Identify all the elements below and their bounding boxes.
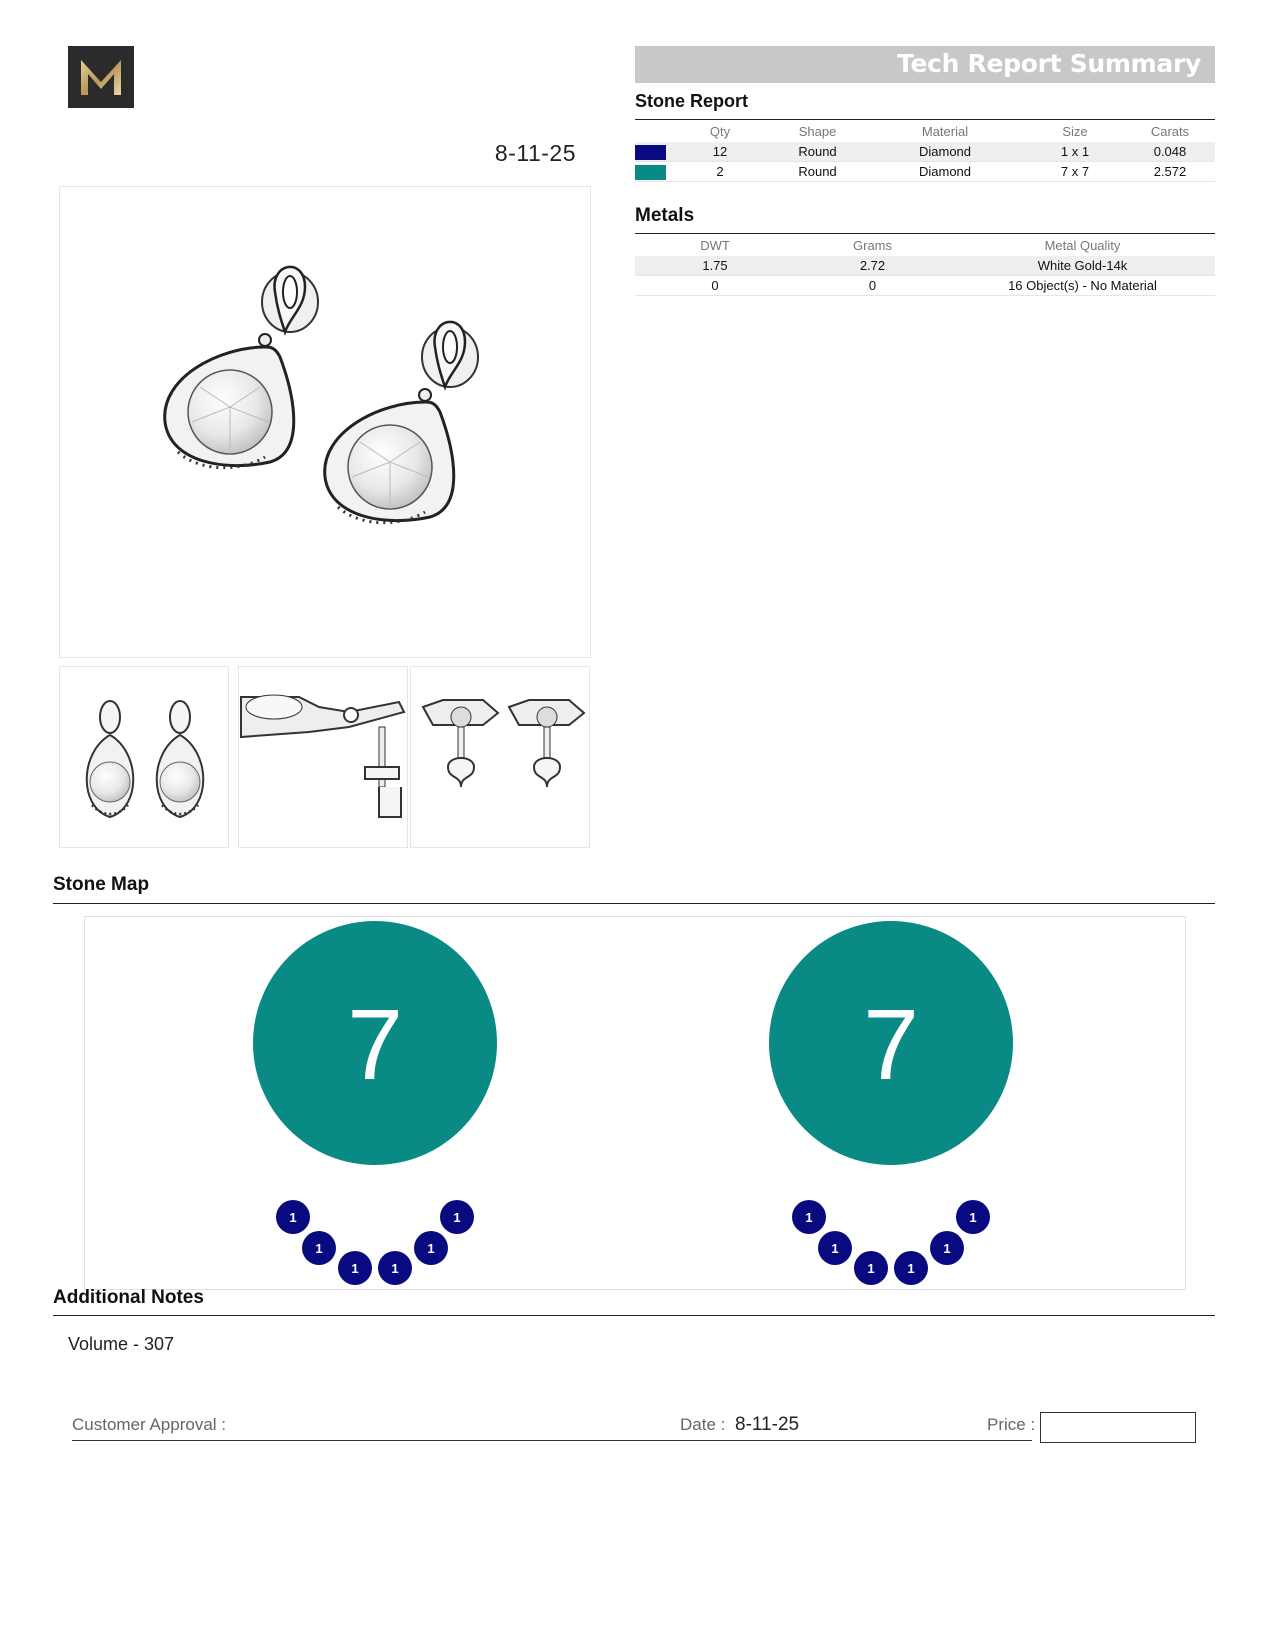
- accent-stone-size-label: 1: [969, 1210, 977, 1225]
- accent-stone-size-label: 1: [831, 1241, 839, 1256]
- center-stone-size-label: 7: [347, 989, 403, 1101]
- column-header-metal-quality: Metal Quality: [1044, 238, 1121, 253]
- grams-cell: 2.72: [795, 256, 950, 276]
- column-header-size: Size: [1062, 124, 1088, 139]
- price-field[interactable]: [1040, 1412, 1196, 1443]
- earrings-render-image: [60, 187, 590, 657]
- column-header-dwt: DWT: [700, 238, 730, 253]
- material-cell: Diamond: [865, 142, 1025, 162]
- accent-stone-size-label: 1: [315, 1241, 323, 1256]
- customer-approval-label: Customer Approval :: [72, 1415, 227, 1434]
- column-header-carats: Carats: [1150, 124, 1190, 139]
- metals-rule: [635, 233, 1215, 234]
- notes-heading: Additional Notes: [53, 1287, 204, 1308]
- notes-rule: [53, 1315, 1215, 1316]
- color-swatch: [635, 165, 666, 180]
- thumbnail-back-views[interactable]: [410, 666, 590, 848]
- back-view-image: [411, 667, 589, 847]
- front-view-image: [60, 667, 228, 847]
- stone-map-diagram: [85, 917, 1185, 1289]
- stone-map-rule: [53, 903, 1215, 904]
- dwt-cell: 0: [635, 276, 795, 296]
- grams-cell: 0: [795, 276, 950, 296]
- approval-date-value: 8-11-25: [735, 1414, 800, 1435]
- swatch-column-header: [635, 121, 670, 142]
- stone-report-table: [635, 121, 1215, 182]
- main-render-panel: [59, 186, 591, 658]
- date-label: Date :: [680, 1415, 726, 1434]
- column-header-qty: Qty: [709, 124, 731, 139]
- accent-stone-size-label: 1: [943, 1241, 951, 1256]
- thumbnail-front-view[interactable]: [59, 666, 229, 848]
- column-header-grams: Grams: [853, 238, 892, 253]
- metals-table: [635, 235, 1215, 296]
- accent-stone-size-label: 1: [453, 1210, 461, 1225]
- shape-cell: Round: [770, 142, 865, 162]
- notes-text: Volume - 307: [68, 1334, 175, 1354]
- accent-stone-size-label: 1: [289, 1210, 297, 1225]
- qty-cell: 12: [670, 142, 770, 162]
- approval-signature-line[interactable]: [72, 1440, 1032, 1441]
- price-label: Price :: [987, 1415, 1036, 1434]
- qty-cell: 2: [670, 162, 770, 182]
- side-view-image: [239, 667, 407, 847]
- accent-stone-size-label: 1: [427, 1241, 435, 1256]
- accent-stone-size-label: 1: [805, 1210, 813, 1225]
- size-cell: 7 x 7: [1025, 162, 1125, 182]
- accent-stone-size-label: 1: [391, 1261, 399, 1276]
- metals-heading: Metals: [635, 205, 695, 226]
- material-cell: Diamond: [865, 162, 1025, 182]
- stone-report-rule: [635, 119, 1215, 120]
- report-title: Tech Report Summary: [897, 49, 1201, 78]
- stone-map-panel: [84, 916, 1186, 1290]
- stone-map-heading: Stone Map: [53, 874, 150, 895]
- accent-stone-size-label: 1: [867, 1261, 875, 1276]
- metal-quality-cell: 16 Object(s) - No Material: [950, 276, 1215, 296]
- table-row: [635, 162, 1215, 182]
- dwt-cell: 1.75: [635, 256, 795, 276]
- accent-stone-size-label: 1: [351, 1261, 359, 1276]
- size-cell: 1 x 1: [1025, 142, 1125, 162]
- title-bar: [635, 46, 1215, 83]
- center-stone-size-label: 7: [863, 989, 919, 1101]
- report-date: 8-11-25: [494, 140, 576, 166]
- company-logo: [68, 46, 134, 108]
- column-header-shape: Shape: [798, 124, 837, 139]
- table-row: [635, 276, 1215, 296]
- stone-report-heading: Stone Report: [635, 91, 749, 111]
- logo-m-mark: [75, 55, 127, 99]
- table-row: [635, 256, 1215, 276]
- column-header-material: Material: [921, 124, 969, 139]
- accent-stone-size-label: 1: [907, 1261, 915, 1276]
- table-row: [635, 142, 1215, 162]
- metal-quality-cell: White Gold-14k: [950, 256, 1215, 276]
- carats-cell: 2.572: [1125, 162, 1215, 182]
- shape-cell: Round: [770, 162, 865, 182]
- color-swatch: [635, 145, 666, 160]
- thumbnail-side-view[interactable]: [238, 666, 408, 848]
- carats-cell: 0.048: [1125, 142, 1215, 162]
